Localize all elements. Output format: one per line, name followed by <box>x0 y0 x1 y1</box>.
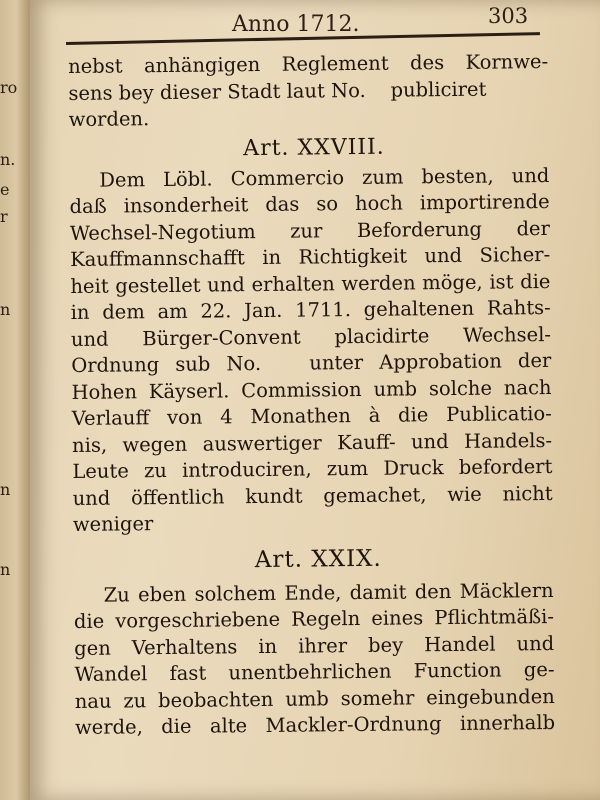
text-line: weniger <box>72 512 154 536</box>
text-line: Verlauff von 4 Monathen à die Publicatio- <box>71 401 552 430</box>
header-title: Anno 1712. <box>232 12 360 37</box>
facing-page-edge <box>0 0 32 800</box>
text-line: nis, wegen auswertiger Kauff- und Handels- <box>71 428 553 457</box>
text-line: nau zu beobachten umb somehr eingebunden <box>74 684 555 713</box>
text-line: Wechsel-Negotium zur Beforderung der <box>69 216 550 245</box>
text-line: Ordnung sub No. unter Approbation der <box>71 348 552 377</box>
text-line: die vorgeschriebene Regeln eines Pflichtmäßi- <box>73 604 555 633</box>
text-line: Leute zu introduciren, zum Druck befordert <box>72 454 553 483</box>
facing-page-fragment: e <box>0 180 10 199</box>
text-line: gen Verhaltens in ihrer bey Handel und <box>74 631 555 660</box>
facing-page-fragment: n. <box>0 150 16 169</box>
text-line: in dem am 22. Jan. 1711. gehaltenen Rahts- <box>70 295 551 324</box>
article-heading: Art. XXIX. <box>254 545 382 573</box>
text-line: nebst anhängigen Reglement des Kornwe- <box>68 49 549 78</box>
text-line: Wandel fast unentbehrlichen Function ge- <box>74 657 555 686</box>
facing-page-fragment: n <box>0 300 11 319</box>
text-line: Kauffmannschafft in Richtigkeit und Sicher- <box>70 242 551 271</box>
text-line: und öffentlich kundt gemachet, wie nicht <box>72 481 553 510</box>
text-line: worden. <box>68 107 150 131</box>
text-line: sens bey dieser Stadt laut No. publiciret <box>68 77 487 105</box>
page-number: 303 <box>488 4 529 28</box>
text-line: werde, die alte Mackler-Ordnung innerhalb <box>74 710 556 739</box>
text-line: Dem Löbl. Commercio zum besten, und <box>99 163 550 192</box>
article-heading: Art. XXVIII. <box>243 134 385 161</box>
text-line: und Bürger-Convent placidirte Wechsel- <box>70 322 552 351</box>
facing-page-fragment: n <box>0 480 11 499</box>
text-line: Hohen Käyserl. Commission umb solche nach <box>71 375 552 404</box>
text-line: daß insonderheit das so hoch importirende <box>69 189 550 218</box>
facing-page-fragment: n <box>0 560 11 579</box>
facing-page-fragment: r <box>0 207 8 226</box>
facing-page-fragment: ro <box>0 78 18 97</box>
page-body <box>68 49 555 741</box>
text-line: heit gestellet und erhalten werden möge, ist die <box>70 269 551 298</box>
book-page <box>30 0 600 800</box>
text-line: Zu eben solchem Ende, damit den Mäcklern <box>103 578 554 607</box>
